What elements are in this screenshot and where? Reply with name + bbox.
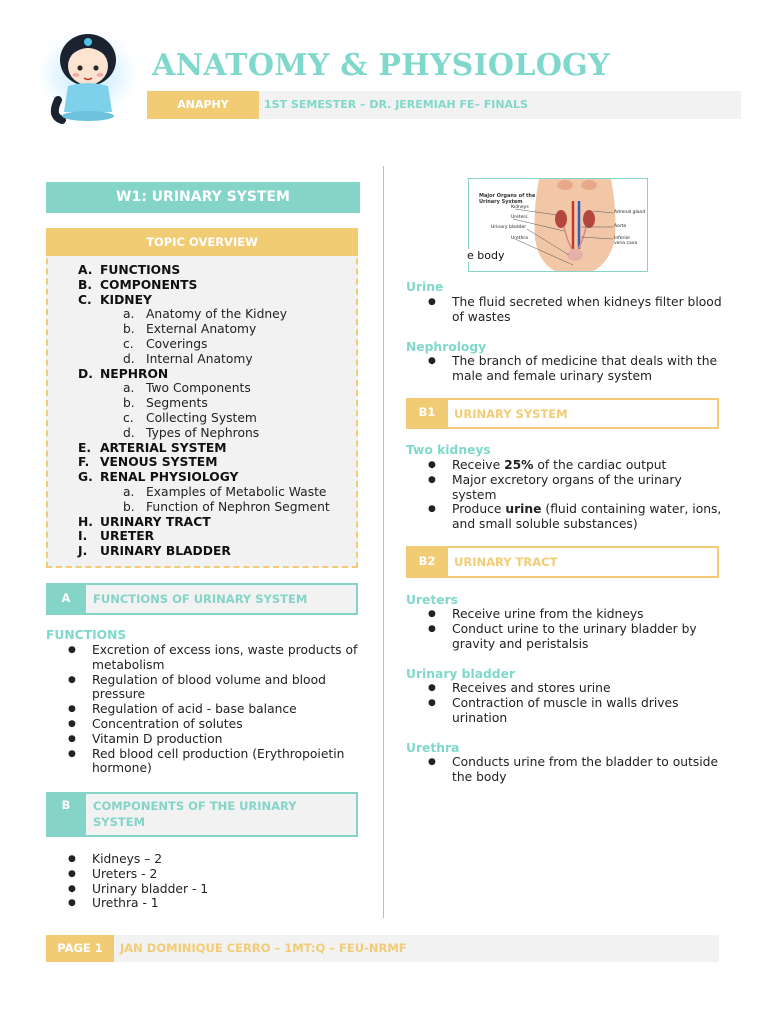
overview-text: VENOUS SYSTEM xyxy=(100,455,218,470)
overview-letter: b. xyxy=(123,396,135,411)
overview-subtopic xyxy=(48,352,356,367)
overview-letter: c. xyxy=(123,336,134,351)
figure-label-ivc: Inferior vena cava xyxy=(614,236,638,246)
overview-letter: b. xyxy=(123,322,135,337)
two-kidneys-list xyxy=(406,458,722,532)
list-item: ● Conduct urine to the urinary bladder by gravity and peristalsis xyxy=(406,622,722,652)
overview-text: Collecting System xyxy=(146,410,257,425)
list-item: ● Produce urine (fluid containing water, ions, and small soluble substances) xyxy=(406,502,722,532)
overview-topic xyxy=(48,529,356,544)
section-b1-label: URINARY SYSTEM xyxy=(454,407,568,421)
urine-heading: Urine xyxy=(406,280,444,294)
overview-text: COMPONENTS xyxy=(100,277,198,292)
overview-text: URETER xyxy=(100,529,155,544)
overview-text: FUNCTIONS xyxy=(100,263,181,277)
figure-label-ureters: Ureters xyxy=(511,215,528,220)
overview-text: Coverings xyxy=(146,336,208,351)
overview-topic xyxy=(48,263,356,278)
overview-letter: C. xyxy=(78,292,92,307)
list-item: ● Concentration of solutes xyxy=(46,717,362,732)
overview-subtopic xyxy=(48,307,356,322)
figure-label-kidneys: Kidneys xyxy=(511,205,529,210)
overview-text: Function of Nephron Segment xyxy=(146,499,330,514)
section-b1-header xyxy=(406,398,719,429)
list-item: ● The branch of medicine that deals with the male and female urinary system xyxy=(406,354,726,384)
list-item: ● Regulation of acid - base balance xyxy=(46,702,362,717)
overview-letter: G. xyxy=(78,470,93,485)
components-list xyxy=(46,852,362,911)
overview-letter: d. xyxy=(123,425,135,440)
section-b-label: COMPONENTS OF THE URINARY SYSTEM xyxy=(93,799,297,829)
list-item: ● Ureters - 2 xyxy=(46,867,362,882)
list-item: ● Kidneys – 2 xyxy=(46,852,362,867)
overview-letter: I. xyxy=(78,529,88,544)
urethra-heading: Urethra xyxy=(406,741,460,755)
overview-text: Two Components xyxy=(146,381,251,396)
overview-topic xyxy=(48,544,356,559)
list-item: ● Receive urine from the kidneys xyxy=(406,607,722,622)
list-item: ● Urinary bladder - 1 xyxy=(46,882,362,897)
list-item: ● Major excretory organs of the urinary system xyxy=(406,473,722,503)
topic-overview-heading: TOPIC OVERVIEW xyxy=(46,228,358,256)
overview-letter: a. xyxy=(123,381,135,396)
overview-subtopic xyxy=(48,485,356,500)
section-a-label: FUNCTIONS OF URINARY SYSTEM xyxy=(93,592,308,606)
list-item: ● Receives and stores urine xyxy=(406,681,722,696)
list-item: ● Conducts urine from the bladder to outside the body xyxy=(406,755,722,785)
overview-text: Internal Anatomy xyxy=(146,351,253,366)
overview-subtopic xyxy=(48,426,356,441)
nephrology-heading: Nephrology xyxy=(406,340,487,354)
section-b2-label: URINARY TRACT xyxy=(454,555,558,569)
overview-subtopic xyxy=(48,500,356,515)
list-item: ● Regulation of blood volume and blood pressure xyxy=(46,673,362,703)
urinary-bladder-heading: Urinary bladder xyxy=(406,667,516,681)
overview-topic xyxy=(48,455,356,470)
overview-text: RENAL PHYSIOLOGY xyxy=(100,470,239,485)
ureters-heading: Ureters xyxy=(406,593,458,607)
overview-subtopic xyxy=(48,396,356,411)
week-title: W1: URINARY SYSTEM xyxy=(46,182,360,213)
overview-topic xyxy=(48,441,356,456)
page-title: ANATOMY & PHYSIOLOGY xyxy=(152,48,610,83)
figure-caption: e body xyxy=(467,249,508,262)
overview-letter: b. xyxy=(123,499,135,514)
figure-label-urethra: Urethra xyxy=(511,236,529,241)
overview-subtopic xyxy=(48,411,356,426)
overview-letter: D. xyxy=(78,366,93,381)
overview-topic xyxy=(48,470,356,485)
section-b-header xyxy=(46,792,358,837)
urine-list xyxy=(406,295,726,325)
footer-author: JAN DOMINIQUE CERRO – 1MT:Q – FEU-NRMF xyxy=(120,941,407,955)
chibi-avatar-image xyxy=(28,20,146,126)
figure-label-adrenal: Adrenal gland xyxy=(614,210,646,215)
overview-letter: E. xyxy=(78,440,92,455)
section-a-tab: A xyxy=(46,583,86,615)
section-b2-header xyxy=(406,546,719,578)
overview-subtopic xyxy=(48,381,356,396)
overview-text: NEPHRON xyxy=(100,366,169,381)
overview-text: KIDNEY xyxy=(100,292,152,307)
section-a-header xyxy=(46,583,358,615)
overview-topic xyxy=(48,278,356,293)
overview-topic xyxy=(48,515,356,530)
overview-subtopic xyxy=(48,322,356,337)
overview-letter: d. xyxy=(123,351,135,366)
course-tag: ANAPHY xyxy=(147,91,259,119)
overview-text: Examples of Metabolic Waste xyxy=(146,484,327,499)
overview-text: Types of Nephrons xyxy=(146,425,260,440)
functions-list xyxy=(46,643,362,776)
nephrology-list xyxy=(406,354,726,384)
overview-letter: c. xyxy=(123,410,134,425)
list-item: ● Receive 25% of the cardiac output xyxy=(406,458,722,473)
functions-subheading: FUNCTIONS xyxy=(46,628,127,642)
list-item: ● Vitamin D production xyxy=(46,732,362,747)
list-item: ● Excretion of excess ions, waste products of metabolism xyxy=(46,643,362,673)
overview-letter: J. xyxy=(78,544,88,559)
section-b2-tab: B2 xyxy=(406,546,448,578)
overview-text: URINARY TRACT xyxy=(100,514,211,529)
list-item: ● Contraction of muscle in walls drives urination xyxy=(406,696,722,726)
overview-topic xyxy=(48,293,356,308)
topic-overview-box xyxy=(46,228,358,568)
page-number: PAGE 1 xyxy=(46,935,114,962)
overview-letter: a. xyxy=(123,307,135,322)
overview-text: URINARY BLADDER xyxy=(100,544,231,559)
figure-label-bladder: Urinary bladder xyxy=(491,225,527,230)
overview-topic xyxy=(48,367,356,382)
urinary-bladder-list xyxy=(406,681,722,725)
overview-letter: H. xyxy=(78,514,93,529)
ureters-list xyxy=(406,607,722,651)
overview-text: ARTERIAL SYSTEM xyxy=(100,440,227,455)
header-subtitle: 1ST SEMESTER – DR. JEREMIAH FE– FINALS xyxy=(264,98,528,111)
section-b1-tab: B1 xyxy=(406,398,448,429)
overview-letter: a. xyxy=(123,484,135,499)
list-item: ● Red blood cell production (Erythropoietin hormone) xyxy=(46,747,362,777)
overview-text: Anatomy of the Kidney xyxy=(146,307,288,322)
overview-text: External Anatomy xyxy=(146,322,257,337)
two-kidneys-heading: Two kidneys xyxy=(406,443,491,457)
figure-label-aorta: Aorta xyxy=(614,224,627,229)
overview-text: Segments xyxy=(146,396,208,411)
section-b-tab: B xyxy=(46,792,86,837)
overview-subtopic xyxy=(48,337,356,352)
list-item: ● The fluid secreted when kidneys filter blood of wastes xyxy=(406,295,726,325)
figure-title: Major Organs of the Urinary System xyxy=(479,193,536,205)
topic-overview-list xyxy=(48,256,356,559)
urethra-list xyxy=(406,755,722,785)
overview-letter: B. xyxy=(78,277,93,292)
column-divider xyxy=(383,166,384,918)
list-item: ● Urethra - 1 xyxy=(46,896,362,911)
overview-letter: A. xyxy=(78,263,93,277)
overview-letter: F. xyxy=(78,455,90,470)
